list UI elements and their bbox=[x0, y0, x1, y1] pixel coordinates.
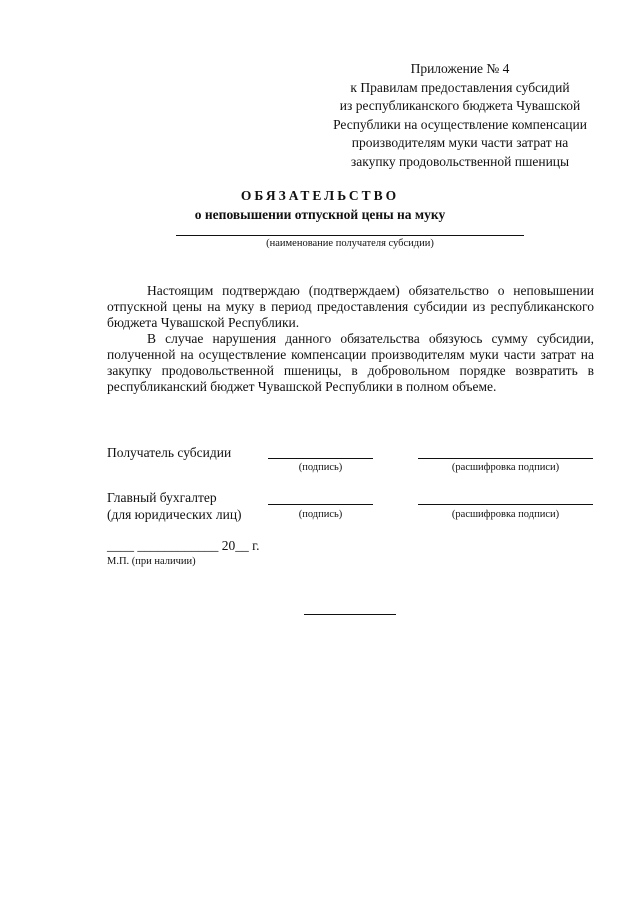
appendix-line-5: производителям муки части затрат на bbox=[351, 135, 569, 150]
appendix-number: Приложение № 4 bbox=[410, 61, 510, 76]
recipient-label: Получатель субсидии bbox=[107, 445, 232, 460]
accountant-decode-line bbox=[418, 504, 593, 505]
appendix-line-6: закупку продовольственной пшеницы bbox=[350, 153, 570, 169]
appendix-line-2: к Правилам предоставления субсидий bbox=[350, 79, 570, 95]
document-title: ОБЯЗАТЕЛЬСТВО bbox=[240, 188, 400, 203]
recipient-decode-line bbox=[418, 458, 593, 459]
obligation-body bbox=[107, 283, 594, 395]
recipient-name-line bbox=[176, 235, 524, 236]
recipient-signature-caption: (подпись) bbox=[298, 462, 343, 473]
obligation-paragraph-2: В случае нарушения данного обязательства обязуюсь сумму субсидии, полученной на осуществление компенсации производителям муки части затрат на закупку продовольственной пшеницы, в добровольном порядке возвратить в республиканский бюджет Чувашской Республики в полном объеме. bbox=[107, 331, 594, 394]
appendix-line-4: Республики на осуществление компенсации bbox=[333, 116, 587, 132]
date-field: ____ ____________ 20__ г. bbox=[107, 538, 260, 553]
accountant-signature-line bbox=[268, 504, 373, 505]
appendix-line-3: из республиканского бюджета Чувашской bbox=[339, 98, 581, 113]
recipient-decode-caption: (расшифровка подписи) bbox=[451, 462, 560, 473]
document-subtitle: о неповышении отпускной цены на муку bbox=[194, 207, 446, 222]
closing-separator-line bbox=[304, 614, 396, 615]
accountant-decode-caption: (расшифровка подписи) bbox=[451, 509, 560, 520]
recipient-signature-line bbox=[268, 458, 373, 459]
accountant-label-note: (для юридических лиц) bbox=[107, 507, 242, 522]
accountant-signature-caption: (подпись) bbox=[298, 509, 343, 520]
stamp-note: М.П. (при наличии) bbox=[107, 556, 196, 567]
accountant-label: Главный бухгалтер bbox=[107, 490, 217, 505]
obligation-paragraph-1: Настоящим подтверждаю (подтверждаем) обязательство о неповышении отпускной цены на муку в период предоставления субсидии из республиканского бюджета Чувашской Республики. bbox=[107, 283, 594, 330]
appendix-header bbox=[310, 60, 610, 171]
recipient-name-caption: (наименование получателя субсидии) bbox=[266, 238, 434, 249]
